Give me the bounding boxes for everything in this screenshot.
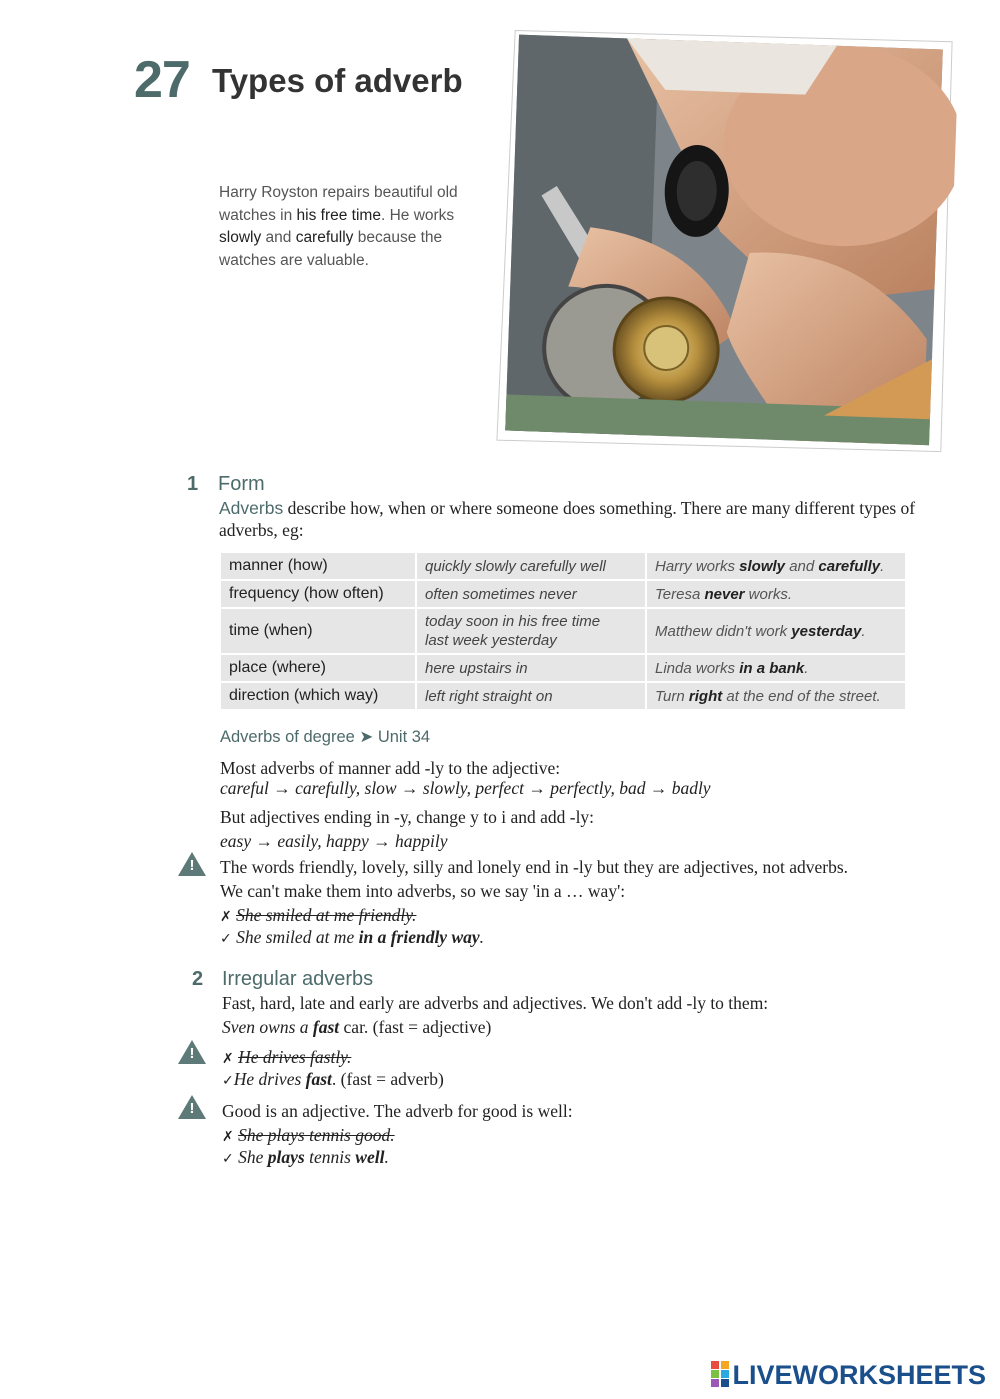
cross-icon: ✗	[222, 1051, 234, 1067]
wrong-example: ✗ She smiled at me friendly.	[220, 905, 417, 925]
table-row	[221, 553, 905, 579]
table-row	[221, 655, 905, 681]
cross-icon: ✗	[220, 909, 232, 925]
adverb-examples: today soon in his free time last week yesterday	[417, 609, 645, 653]
check-icon: ✓	[220, 931, 232, 947]
section-title-irregular: Irregular adverbs	[222, 968, 374, 990]
cross-icon: ✗	[222, 1129, 234, 1145]
warning-adjectives-line2: We can't make them into adverbs, so we say 'in a … way':	[220, 881, 626, 901]
irregular-rule: Fast, hard, late and early are adverbs and adjectives. We don't add -ly to them:	[222, 993, 769, 1013]
unit-title: Types of adverb	[212, 62, 463, 99]
warning-icon: !	[178, 1095, 206, 1119]
unit-number: 27	[134, 51, 190, 109]
good-well-rule: Good is an adjective. The adverb for good is well:	[222, 1101, 573, 1121]
ly-rule: Most adverbs of manner add -ly to the adjective:	[220, 758, 561, 778]
section-number-2: 2	[192, 968, 204, 990]
warning-icon: !	[178, 1040, 206, 1064]
section-number-1: 1	[187, 473, 199, 495]
table-row	[221, 683, 905, 709]
adverb-examples: quickly slowly carefully well	[417, 553, 645, 579]
right-example: ✓ She smiled at me in a friendly way.	[220, 927, 485, 947]
liveworksheets-logo[interactable]: LIVEWORKSHEETS	[711, 1360, 986, 1391]
irregular-example: Sven owns a fast car. (fast = adjective)	[222, 1017, 492, 1037]
adverb-types-table	[219, 551, 907, 711]
adverb-type: time (when)	[221, 609, 415, 653]
check-icon: ✓	[222, 1151, 234, 1167]
adverb-type: place (where)	[221, 655, 415, 681]
example-sentence: Teresa never works.	[647, 581, 905, 607]
adverb-examples: often sometimes never	[417, 581, 645, 607]
table-row	[221, 581, 905, 607]
right-example: ✓ She plays tennis well.	[222, 1147, 389, 1167]
example-sentence: Matthew didn't work yesterday.	[647, 609, 905, 653]
adverb-type: frequency (how often)	[221, 581, 415, 607]
adverb-examples: here upstairs in	[417, 655, 645, 681]
y-examples: easy → easily, happy → happily	[220, 831, 448, 851]
table-row	[221, 609, 905, 653]
example-sentence: Linda works in a bank.	[647, 655, 905, 681]
cross-reference: Adverbs of degree ➤ Unit 34	[220, 728, 431, 746]
right-example: ✓He drives fast. (fast = adverb)	[222, 1069, 444, 1089]
section1-lead: Adverbs describe how, when or where someone does something. There are many different types of adverbs, eg:	[219, 498, 916, 540]
check-icon: ✓	[222, 1073, 234, 1089]
wrong-example: ✗ He drives fastly.	[222, 1047, 352, 1067]
watchmaker-photo	[493, 24, 959, 458]
adverb-examples: left right straight on	[417, 683, 645, 709]
warning-adjectives-line1: The words friendly, lovely, silly and lonely end in -ly but they are adjectives, not adverbs.	[220, 857, 849, 877]
section-title-form: Form	[218, 473, 265, 495]
ly-examples: careful → carefully, slow → slowly, perfect → perfectly, bad → badly	[220, 778, 711, 798]
warning-icon: !	[178, 852, 206, 876]
liveworksheets-logo-icon	[711, 1361, 729, 1387]
example-sentence: Harry works slowly and carefully.	[647, 553, 905, 579]
adverb-type: direction (which way)	[221, 683, 415, 709]
example-sentence: Turn right at the end of the street.	[647, 683, 905, 709]
y-rule: But adjectives ending in -y, change y to i and add -ly:	[220, 807, 595, 827]
wrong-example: ✗ She plays tennis good.	[222, 1125, 395, 1145]
adverb-type: manner (how)	[221, 553, 415, 579]
intro-caption: Harry Royston repairs beautiful old watches in his free time. He works slowly and carefully because the watches are valuable.	[219, 184, 458, 269]
